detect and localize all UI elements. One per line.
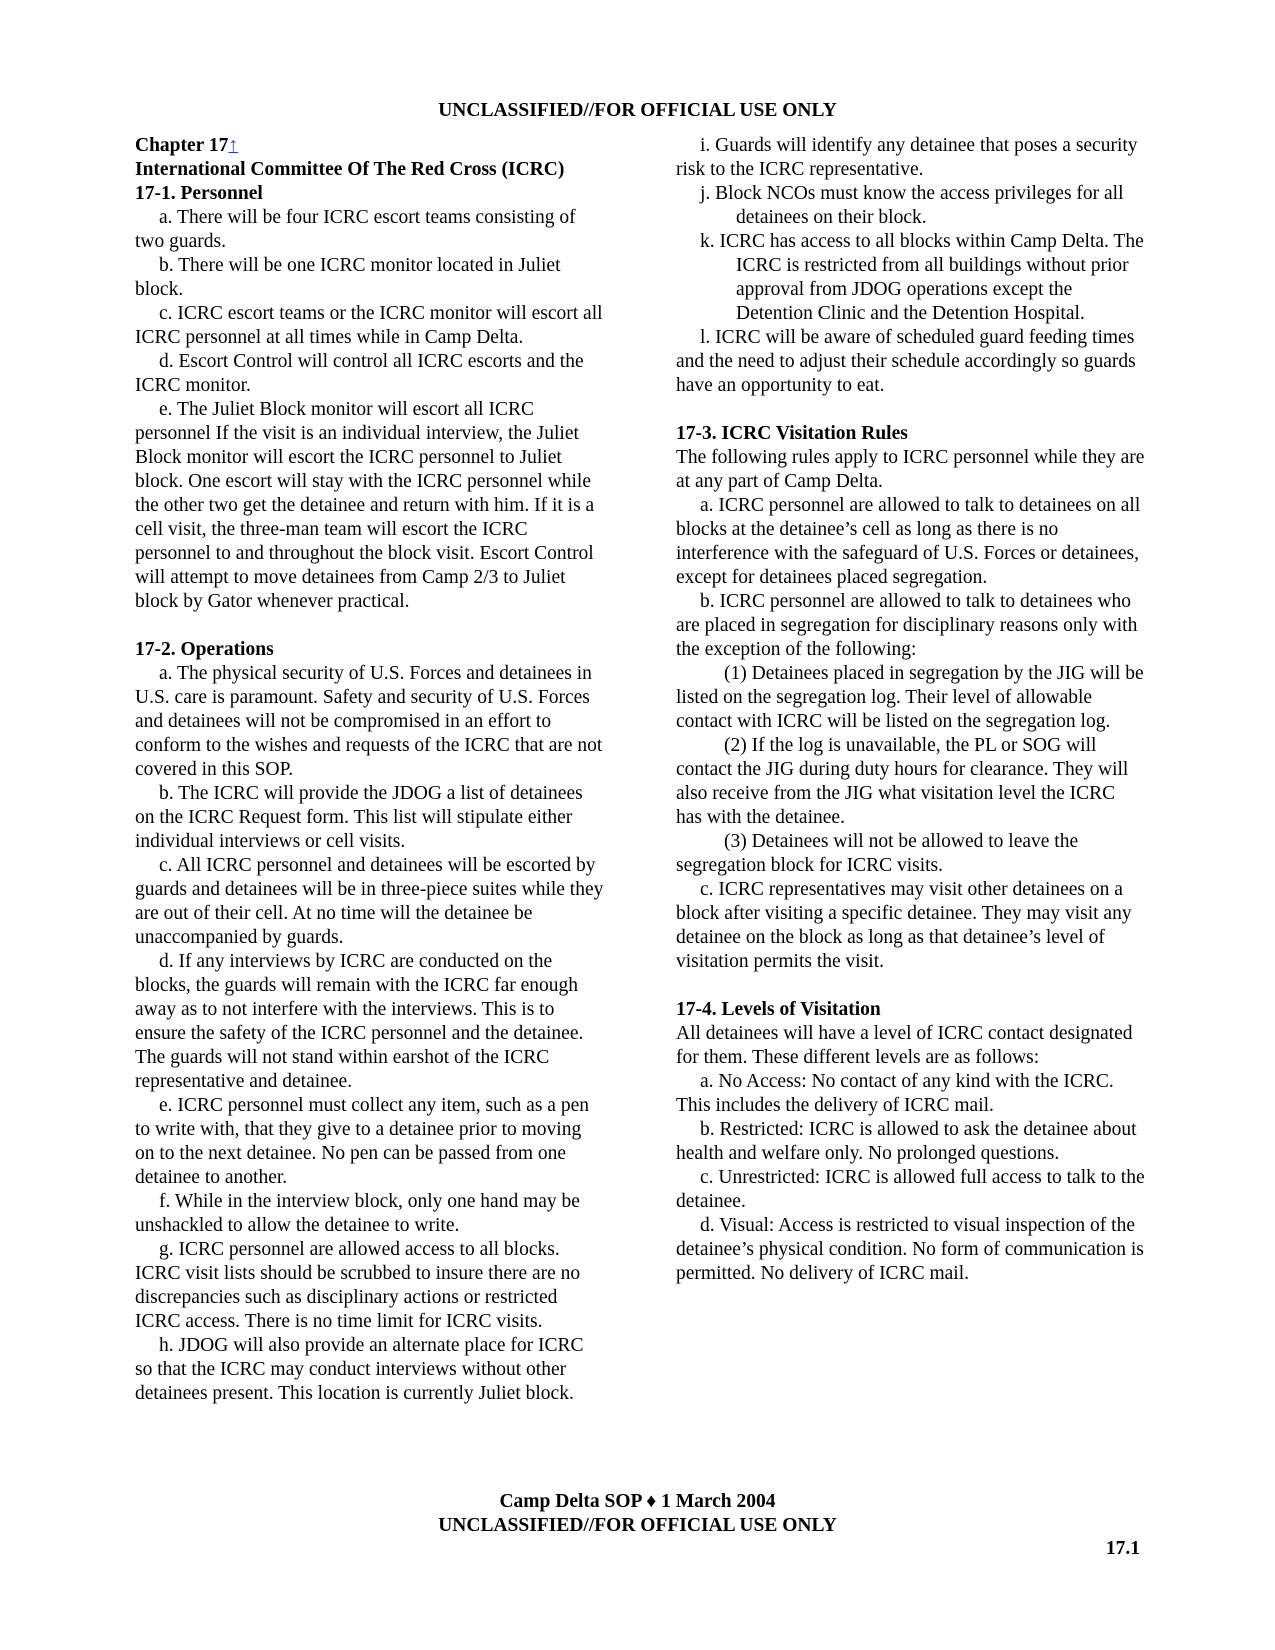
paragraph: c. ICRC escort teams or the ICRC monitor will escort all ICRC personnel at all times while in Camp Delta. <box>135 303 603 348</box>
paragraph: i. Guards will identify any detainee that poses a security risk to the ICRC representative. <box>676 135 1138 180</box>
paragraph: g. ICRC personnel are allowed access to all blocks. ICRC visit lists should be scrubbed to insure there are no discrepancies such as disciplinary actions or restricted ICRC access. There is no time limit for ICRC visits. <box>135 1239 581 1332</box>
paragraph: b. Restricted: ICRC is allowed to ask the detainee about health and welfare only. No prolonged questions. <box>676 1119 1137 1164</box>
section-heading-visitation-rules: 17-3. ICRC Visitation Rules <box>676 423 908 444</box>
section-heading-personnel: 17-1. Personnel <box>135 183 263 204</box>
paragraph: The following rules apply to ICRC personnel while they are at any part of Camp Delta. <box>676 447 1145 492</box>
paragraph: e. ICRC personnel must collect any item, such as a pen to write with, that they give to a detainee prior to moving on to the next detainee. No pen can be passed from one detainee to another. <box>135 1095 589 1188</box>
paragraph: e. The Juliet Block monitor will escort all ICRC personnel If the visit is an individual interview, the Juliet Block monitor will escort the ICRC personnel to Juliet block. One escort will stay with the ICRC personnel while the other two get the detainee and return with him. If it is a cell visit, the three-man team will escort the ICRC personnel to and throughout the block visit. Escort Control will attempt to move detainees from Camp 2/3 to Juliet block by Gator whenever practical. <box>135 399 595 612</box>
chapter-title: International Committee Of The Red Cross (ICRC) <box>135 159 565 180</box>
classification-header: UNCLASSIFIED//FOR OFFICIAL USE ONLY <box>438 100 837 121</box>
page-footer <box>0 1490 1275 1538</box>
paragraph: All detainees will have a level of ICRC contact designated for them. These different levels are as follows: <box>676 1023 1133 1068</box>
paragraph: d. If any interviews by ICRC are conducted on the blocks, the guards will remain with the ICRC far enough away as to not interfere with the interviews. This is to ensure the safety of the ICRC personnel and the detainee. The guards will not stand within earshot of the ICRC representative and detainee. <box>135 951 584 1092</box>
paragraph: c. Unrestricted: ICRC is allowed full access to talk to the detainee. <box>676 1167 1145 1212</box>
paragraph: c. ICRC representatives may visit other detainees on a block after visiting a specific detainee. They may visit any detainee on the block as long as that detainee’s level of visitation permits the visit. <box>676 879 1132 972</box>
paragraph: a. ICRC personnel are allowed to talk to detainees on all blocks at the detainee’s cell as long as there is no interference with the safeguard of U.S. Forces or detainees, except for detainees placed segregation. <box>676 495 1141 588</box>
paragraph: a. The physical security of U.S. Forces and detainees in U.S. care is paramount. Safety and security of U.S. Forces and detainees will not be compromised in an effort to conform to the wishes and requests of the ICRC that are not covered in this SOP. <box>135 663 603 780</box>
paragraph: a. No Access: No contact of any kind with the ICRC. This includes the delivery of ICRC mail. <box>676 1071 1114 1116</box>
paragraph: f. While in the interview block, only one hand may be unshackled to allow the detainee to write. <box>135 1191 580 1236</box>
paragraph: k. ICRC has access to all blocks within Camp Delta. The ICRC is restricted from all buildings without prior approval from JDOG operations except the Detention Clinic and the Detention Hospital. <box>700 231 1144 324</box>
paragraph: (3) Detainees will not be allowed to leave the segregation block for ICRC visits. <box>676 831 1079 876</box>
chapter-heading <box>135 134 605 158</box>
paragraph: d. Visual: Access is restricted to visual inspection of the detainee’s physical condition. No form of communication is permitted. No delivery of ICRC mail. <box>676 1215 1144 1284</box>
paragraph: a. There will be four ICRC escort teams consisting of two guards. <box>135 207 576 252</box>
paragraph: j. Block NCOs must know the access privileges for all detainees on their block. <box>700 183 1124 228</box>
right-column <box>676 134 1146 1286</box>
classification-footer: UNCLASSIFIED//FOR OFFICIAL USE ONLY <box>438 1515 837 1536</box>
footer-document-info: Camp Delta SOP ♦ 1 March 2004 <box>499 1491 776 1512</box>
paragraph: b. There will be one ICRC monitor located in Juliet block. <box>135 255 561 300</box>
paragraph: d. Escort Control will control all ICRC escorts and the ICRC monitor. <box>135 351 584 396</box>
chapter-label: Chapter 17 <box>135 135 229 156</box>
section-heading-operations: 17-2. Operations <box>135 639 274 660</box>
paragraph: l. ICRC will be aware of scheduled guard feeding times and the need to adjust their schedule accordingly so guards have an opportunity to eat. <box>676 327 1136 396</box>
paragraph: (1) Detainees placed in segregation by the JIG will be listed on the segregation log. Their level of allowable contact with ICRC will be listed on the segregation log. <box>676 663 1144 732</box>
section-heading-levels: 17-4. Levels of Visitation <box>676 999 881 1020</box>
paragraph: (2) If the log is unavailable, the PL or SOG will contact the JIG during duty hours for clearance. They will also receive from the JIG what visitation level the ICRC has with the detainee. <box>676 735 1129 828</box>
left-column <box>135 134 605 1406</box>
paragraph: h. JDOG will also provide an alternate place for ICRC so that the ICRC may conduct interviews without other detainees present. This location is currently Juliet block. <box>135 1335 584 1404</box>
page-number: 17.1 <box>1105 1538 1140 1559</box>
paragraph: b. The ICRC will provide the JDOG a list of detainees on the ICRC Request form. This list will stipulate either individual interviews or cell visits. <box>135 783 583 852</box>
back-to-top-link[interactable]: ↑ <box>228 135 239 156</box>
paragraph: b. ICRC personnel are allowed to talk to detainees who are placed in segregation for disciplinary reasons only with the exception of the following: <box>676 591 1138 660</box>
paragraph: c. All ICRC personnel and detainees will be escorted by guards and detainees will be in three-piece suites while they are out of their cell. At no time will the detainee be unaccompanied by guards. <box>135 855 604 948</box>
